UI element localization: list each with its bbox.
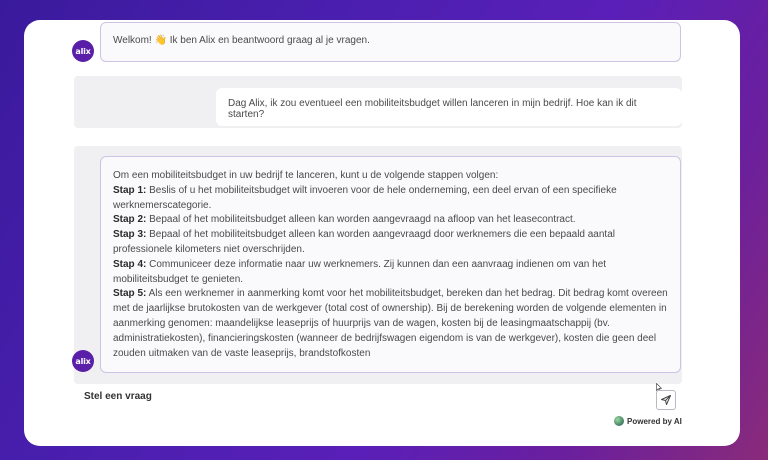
alix-avatar: alix: [72, 350, 94, 372]
powered-by-badge[interactable]: [614, 416, 682, 426]
send-button[interactable]: [656, 390, 676, 410]
user-message-row: [74, 76, 682, 128]
welcome-message: Welkom! 👋 Ik ben Alix en beantwoord graag al je vragen.: [100, 22, 681, 62]
ai-logo-icon: [614, 416, 624, 426]
powered-label: Powered by AI: [627, 416, 682, 426]
user-message: Dag Alix, ik zou eventueel een mobiliteitsbudget willen lanceren in mijn bedrijf. Hoe kan ik dit starten?: [216, 88, 682, 126]
step-text: Bepaal of het mobiliteitsbudget alleen kan worden aangevraagd na afloop van het leasecontract.: [146, 214, 576, 226]
answer-step: [113, 184, 668, 214]
answer-message: [100, 156, 681, 373]
answer-step: [113, 213, 668, 228]
step-text: Beslis of u het mobiliteitsbudget wilt invoeren voor de hele onderneming, een deel ervan of een specifieke werknemerscategorie.: [113, 184, 617, 211]
message-input[interactable]: [74, 384, 682, 412]
step-text: Als een werknemer in aanmerking komt voor het mobiliteitsbudget, bereken dan het bedrag. Dit bedrag komt overeen met de jaarlijkse brutokosten van de werkgever (total cost of ownership). Bij de berekening worden de volgende elementen in aanmerking genomen: maandelijkse leaseprijs of huurprijs van de wagen, kosten bij de leasingmaatschappij (bv. administratiekosten), financieringskosten (wanneer de bedrijfswagen eigendom is van de werkgever), kosten die geen deel zouden uitmaken van de vaste leaseprijs, brandstofkosten: [113, 288, 668, 359]
step-text: Communiceer deze informatie naar uw werknemers. Zij kunnen dan een aanvraag indienen om van het mobiliteitsbudget te genieten.: [113, 258, 607, 285]
message-input-placeholder: Stel een vraag: [84, 391, 152, 402]
answer-step: [113, 258, 668, 288]
answer-step: [113, 228, 668, 258]
step-label: Stap 3:: [113, 229, 147, 241]
step-label: Stap 2:: [113, 214, 147, 226]
step-label: Stap 4:: [113, 258, 147, 270]
answer-step: [113, 287, 668, 361]
send-icon: [660, 394, 672, 406]
step-label: Stap 1:: [113, 184, 147, 196]
step-text: Bepaal of het mobiliteitsbudget alleen kan worden aangevraagd door werknemers die een bepaald aantal professionele kilometers niet overschrijden.: [113, 229, 615, 255]
answer-intro: Om een mobiliteitsbudget in uw bedrijf te lanceren, kunt u de volgende stappen volgen:: [113, 170, 499, 181]
alix-avatar: alix: [72, 40, 94, 62]
step-label: Stap 5:: [113, 288, 147, 300]
chat-window: [24, 20, 740, 446]
